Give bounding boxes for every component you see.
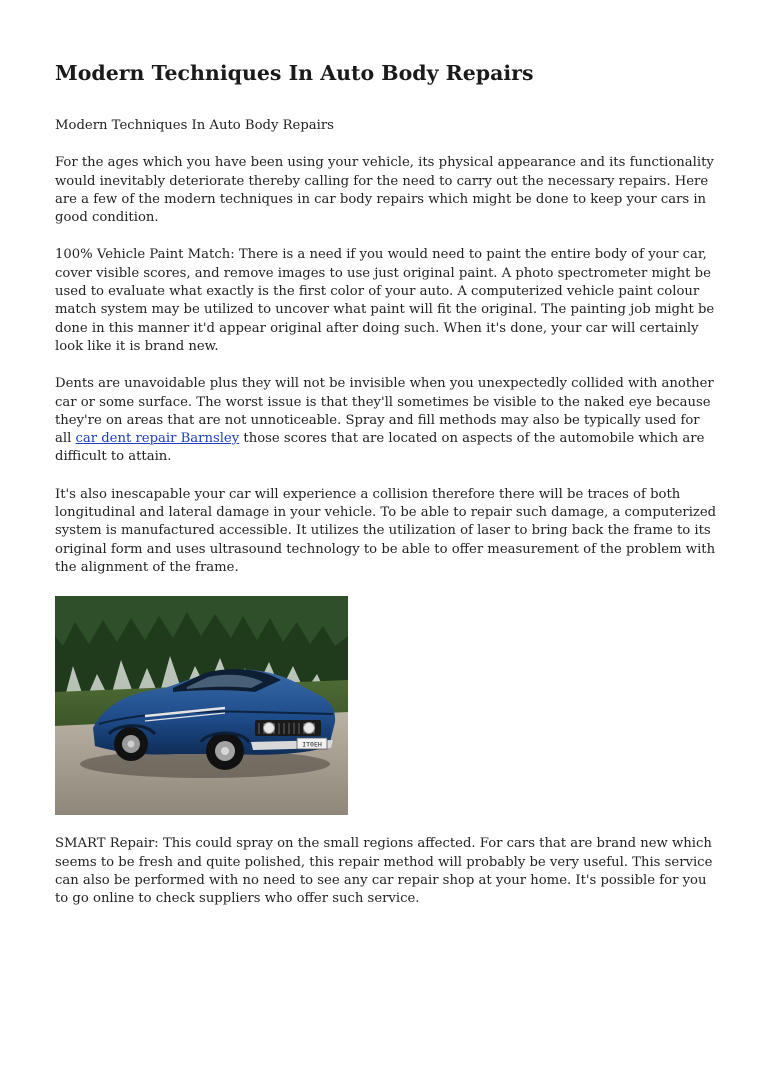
paragraph-frame: It's also inescapable your car will experience a collision therefore there will be traces of both longitudinal and lateral damage in your vehicle. To be able to repair such damage, a computerized system is manufactured accessible. It utilizes the utilization of laser to bring back the frame to its original form and uses ultrasound technology to be able to offer measurement of the problem with the alignment of the frame. — [55, 486, 717, 575]
car-dent-repair-link[interactable]: car dent repair Barnsley — [75, 431, 240, 447]
paragraph-smart-repair: SMART Repair: This could spray on the small regions affected. For cars that are brand new which seems to be fresh and quite polished, this repair method will probably be very useful. This service can also be performed with no need to see any car repair shop at your home. It's possible for you to go online to check suppliers who offer such service. — [55, 836, 713, 907]
license-plate-text: IT0EH — [302, 740, 322, 749]
paragraph-dents-text-2: those scores that are located on aspects of the automobile which are difficult to attain. — [55, 431, 705, 465]
article-subtitle: Modern Techniques In Auto Body Repairs — [55, 118, 334, 133]
paragraph-dents — [55, 375, 717, 466]
page-title: Modern Techniques In Auto Body Repairs — [55, 61, 534, 85]
article-body — [55, 117, 717, 927]
paragraph-dents-text-1: Dents are unavoidable plus they will not be invisible when you unexpectedly collided with another car or some surface. The worst issue is that they'll sometimes be visible to the naked eye because they're on areas that are not unnoticeable. Spray and fill methods may also be typically used for all — [55, 376, 714, 447]
paragraph-paint-match: 100% Vehicle Paint Match: There is a need if you would need to paint the entire body of your car, cover visible scores, and remove images to use just original paint. A photo spectrometer might be used to evaluate what exactly is the first color of your auto. A computerized vehicle paint colour match system may be utilized to uncover what paint will fit the original. The painting job might be done in this manner it'd appear original after doing such. When it's done, your car will certainly look like it is brand new. — [55, 247, 715, 354]
car-photo — [55, 596, 348, 815]
paragraph-intro: For the ages which you have been using your vehicle, its physical appearance and its functionality would inevitably deteriorate thereby calling for the need to carry out the necessary repairs. Here are a few of the modern techniques in car body repairs which might be done to keep your cars in good condition. — [55, 155, 714, 226]
